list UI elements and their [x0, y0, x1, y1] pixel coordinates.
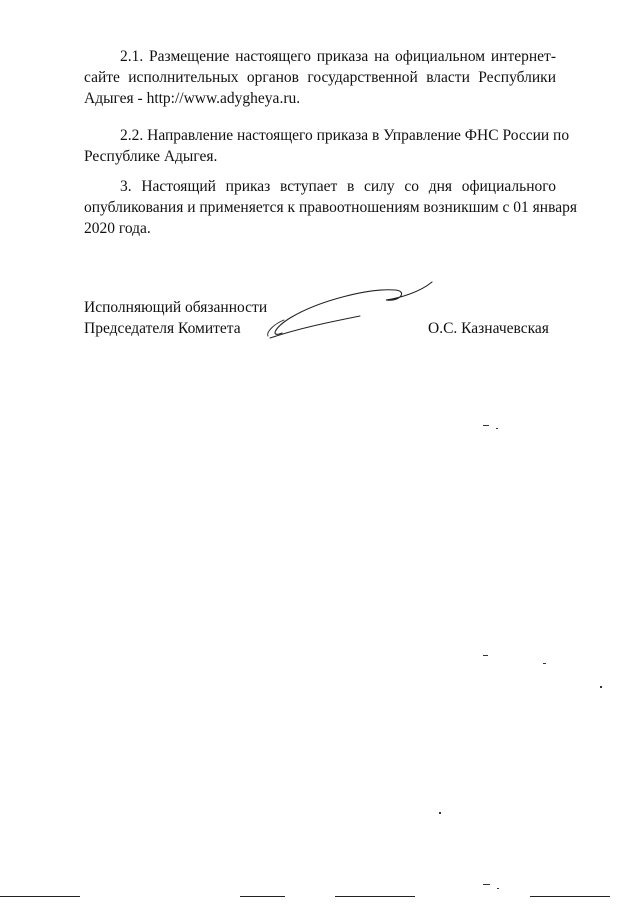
paragraph-line: 3. Настоящий приказ вступает в силу со дня официального	[120, 178, 556, 195]
paragraph-line: Адыгея - http://www.adygheya.ru.	[84, 90, 301, 107]
scan-edge-line	[335, 896, 415, 897]
paragraph-2-1	[84, 46, 556, 109]
paragraph-line: сайте исполнительных органов государственной власти Республики	[84, 69, 556, 86]
scan-speck	[600, 686, 602, 688]
scan-speck	[543, 663, 546, 664]
signatory-position-line: Председателя Комитета	[84, 320, 241, 337]
paragraph-2-2	[84, 125, 570, 167]
scan-speck	[439, 812, 441, 814]
scan-edge-line	[240, 896, 285, 897]
scan-speck	[497, 888, 499, 889]
paragraph-line: 2.2. Направление настоящего приказа в Управление ФНС России по	[120, 127, 570, 144]
paragraph-line: 2020 года.	[84, 220, 151, 237]
scan-speck	[483, 884, 490, 885]
scan-edge-line	[0, 896, 80, 897]
scan-edge-line	[530, 896, 610, 897]
handwritten-signature	[260, 278, 440, 348]
signatory-name: О.С. Казначевская	[428, 320, 549, 337]
signatory-position-line: Исполняющий обязанности	[84, 299, 268, 316]
scan-speck	[483, 655, 488, 656]
scan-speck	[483, 425, 489, 426]
signatory-position	[84, 297, 267, 339]
paragraph-line: 2.1. Размещение настоящего приказа на официальном интернет-	[120, 48, 556, 65]
paragraph-3	[84, 176, 577, 239]
paragraph-line: Республике Адыгея.	[84, 148, 218, 165]
scan-speck	[496, 428, 498, 429]
paragraph-line: опубликования и применяется к правоотношениям возникшим с 01 января	[84, 199, 577, 216]
